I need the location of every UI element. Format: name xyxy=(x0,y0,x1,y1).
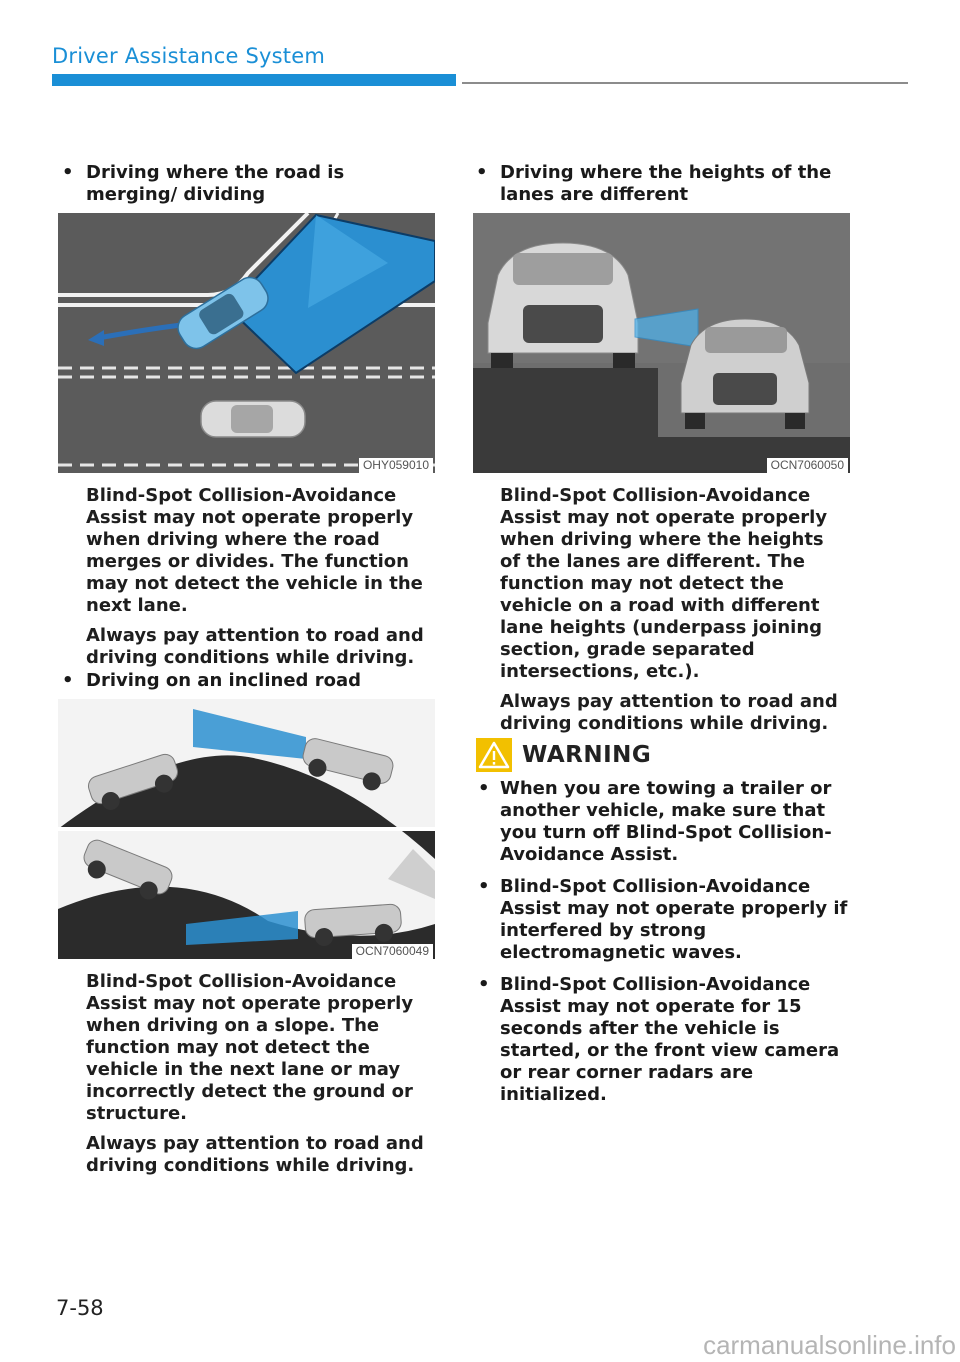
section-title: Driver Assistance System xyxy=(52,44,325,68)
paragraph: Blind-Spot Collision-Avoidance Assist may not operate properly when driving on a slope. The function may not detect the vehicle in the next lane or may incorrectly detect the ground or structure. xyxy=(86,971,414,1124)
paragraph: Always pay attention to road and driving conditions while driving. xyxy=(86,1133,424,1176)
paragraph: Blind-Spot Collision-Avoidance Assist may not operate properly when driving where the heights of the lanes are different. The function may not detect the vehicle on a road with different lane heights (underpass joining section, grade separated intersections, etc.). xyxy=(500,485,828,682)
inclined-road-illustration xyxy=(58,699,435,959)
item-inclined-heading-wrap xyxy=(58,670,438,692)
figure-different-heights xyxy=(473,213,850,473)
item-inclined-text xyxy=(86,971,442,1177)
figure-inclined-road xyxy=(58,699,435,959)
figure-code: OCN7060050 xyxy=(767,458,848,473)
page-number: 7-58 xyxy=(56,1296,104,1320)
figure-code: OHY059010 xyxy=(359,458,433,473)
lane-heights-illustration xyxy=(473,213,850,473)
header-accent-bar xyxy=(52,74,456,86)
item-merging-text xyxy=(86,485,438,669)
lower-car xyxy=(681,319,809,429)
merging-road-illustration xyxy=(58,213,435,473)
warning-list xyxy=(476,778,856,1116)
header-divider xyxy=(462,82,908,84)
watermark: carmanualsonline.info xyxy=(703,1330,956,1360)
warning-triangle-icon xyxy=(476,738,512,772)
item-merging-heading-wrap xyxy=(58,162,438,206)
paragraph: Always pay attention to road and driving conditions while driving. xyxy=(86,625,424,668)
figure-merging-road xyxy=(58,213,435,473)
item-heading: • Driving on an inclined road xyxy=(58,670,438,692)
warning-item: • When you are towing a trailer or another vehicle, make sure that you turn off Blind-Spot Collision-Avoidance Assist. xyxy=(476,778,856,866)
figure-code: OCN7060049 xyxy=(352,944,433,959)
paragraph: Blind-Spot Collision-Avoidance Assist may not operate properly when driving where the road merges or divides. The function may not detect the vehicle in the next lane. xyxy=(86,485,423,616)
warning-item: • Blind-Spot Collision-Avoidance Assist may not operate properly if interfered by strong electromagnetic waves. xyxy=(476,876,856,964)
item-heights-text xyxy=(500,485,850,735)
item-heights-heading-wrap xyxy=(472,162,852,206)
warning-header xyxy=(476,738,651,772)
item-heading: • Driving where the road is merging/ dividing xyxy=(58,162,438,206)
warning-item: • Blind-Spot Collision-Avoidance Assist may not operate for 15 seconds after the vehicle is started, or the front view camera or rear corner radars are initialized. xyxy=(476,974,856,1106)
paragraph: Always pay attention to road and driving conditions while driving. xyxy=(500,691,838,734)
upper-car xyxy=(488,243,638,368)
item-heading: • Driving where the heights of the lanes are different xyxy=(472,162,852,206)
warning-title: WARNING xyxy=(522,742,652,768)
